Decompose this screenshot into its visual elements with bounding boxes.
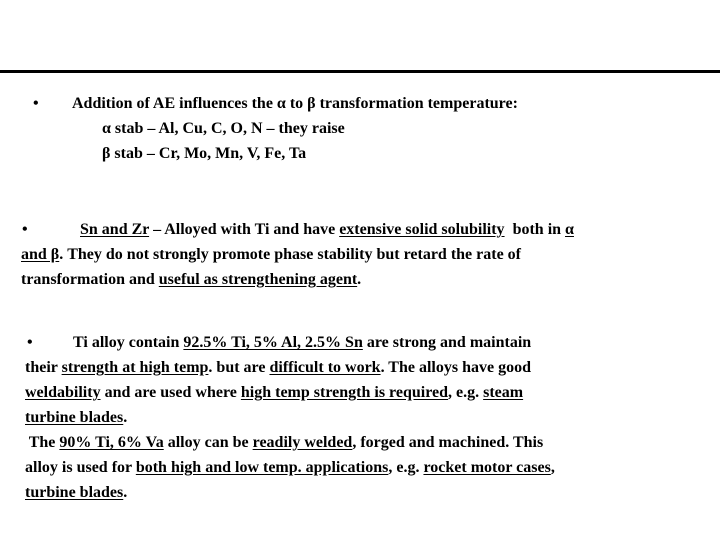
line-3: [25, 381, 523, 406]
text: , e.g.: [388, 459, 424, 476]
text: . but are: [208, 359, 270, 376]
text: alloy can be: [163, 434, 253, 451]
top-divider: [0, 70, 720, 73]
text: ,: [550, 459, 555, 476]
underlined-term: and β: [21, 246, 60, 263]
line-1: [80, 218, 574, 243]
text: The: [25, 434, 60, 451]
beta-stabilizers-line: β stab – Cr, Mo, Mn, V, Fe, Ta: [102, 145, 307, 162]
text: transformation and: [21, 271, 159, 288]
line-4: [25, 406, 127, 431]
bullet: •: [33, 95, 39, 112]
text: . The alloys have good: [380, 359, 531, 376]
text: their: [25, 359, 62, 376]
bullet: •: [22, 221, 28, 238]
underlined-term: rocket motor cases: [423, 459, 551, 476]
text: .: [123, 484, 128, 501]
text: , forged and machined. This: [352, 434, 544, 451]
line-3: [21, 268, 361, 293]
line-2: [25, 356, 531, 381]
text: .: [123, 409, 128, 426]
underlined-term: turbine blades: [25, 484, 124, 501]
underlined-term: readily welded: [252, 434, 353, 451]
text: , e.g.: [448, 384, 484, 401]
underlined-term: strength at high temp: [61, 359, 209, 376]
text: Ti alloy contain: [73, 334, 184, 351]
text: – Alloyed with Ti and have: [149, 221, 340, 238]
text: and are used where: [100, 384, 241, 401]
bullet: •: [27, 334, 33, 351]
underlined-term: steam: [483, 384, 524, 401]
underlined-term: high temp strength is required: [240, 384, 449, 401]
underlined-term: useful as strengthening agent: [158, 271, 358, 288]
text: alloy is used for: [25, 459, 136, 476]
text: .: [357, 271, 362, 288]
text: are strong and maintain: [362, 334, 532, 351]
underlined-term: weldability: [25, 384, 101, 401]
underlined-term: 90% Ti, 6% Va: [59, 434, 164, 451]
underlined-term: both high and low temp. applications: [135, 459, 389, 476]
alpha-stabilizers-line: α stab – Al, Cu, C, O, N – they raise: [102, 120, 345, 137]
line-6: [25, 456, 555, 481]
line-7: [25, 481, 127, 506]
underlined-term: extensive solid solubility: [339, 221, 505, 238]
text: both in: [504, 221, 566, 238]
heading-line: Addition of AE influences the α to β transformation temperature:: [72, 95, 518, 112]
underlined-term: turbine blades: [25, 409, 124, 426]
line-1: [73, 331, 531, 356]
underlined-term: Sn and Zr: [80, 221, 150, 238]
underlined-term: difficult to work: [269, 359, 381, 376]
underlined-term: α: [565, 221, 574, 238]
text: . They do not strongly promote phase stability but retard the rate of: [59, 246, 522, 263]
line-2: [21, 243, 521, 268]
line-5: [25, 431, 543, 456]
underlined-term: 92.5% Ti, 5% Al, 2.5% Sn: [183, 334, 363, 351]
